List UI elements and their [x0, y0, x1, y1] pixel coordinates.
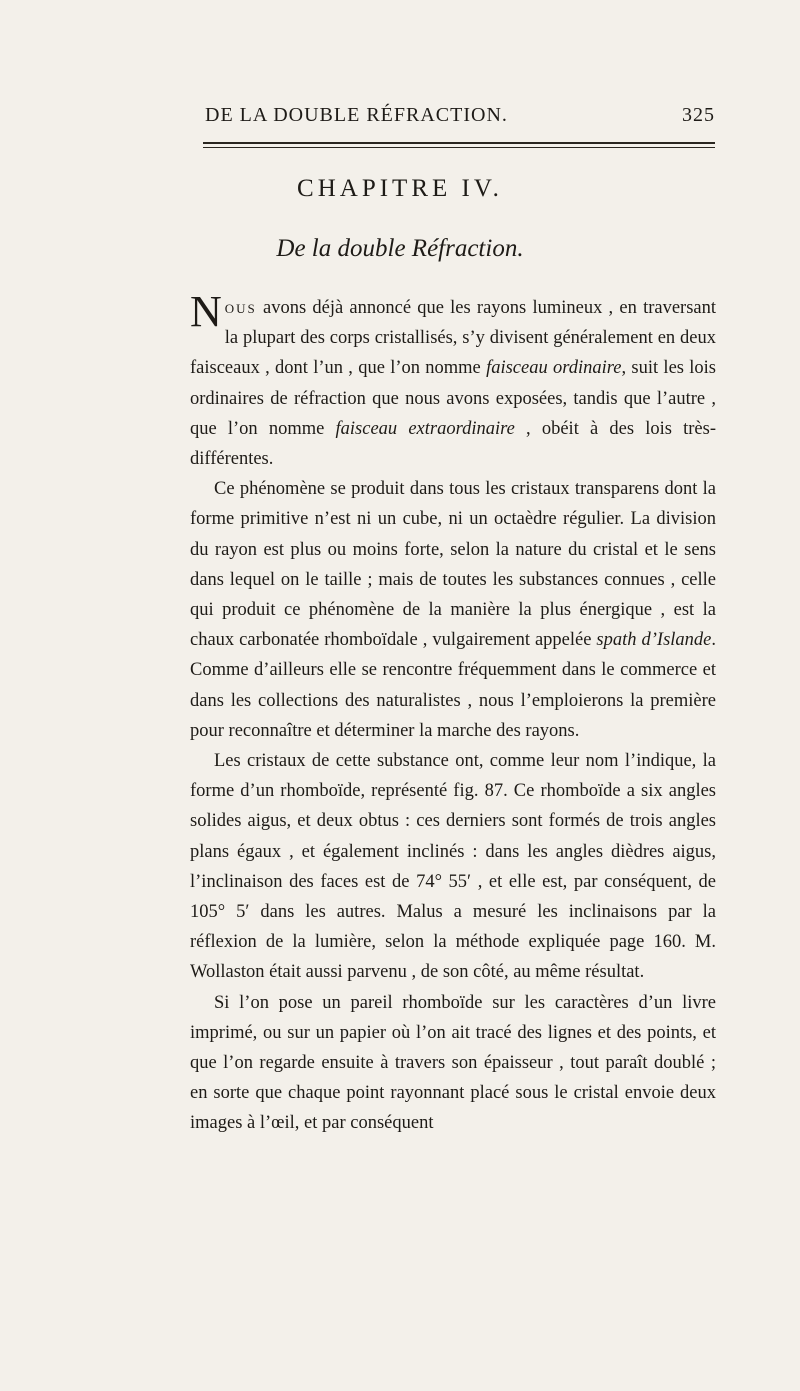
chapter-subtitle: De la double Réfraction.: [276, 235, 524, 262]
paragraph-text: , obéit à des lois très-différentes.: [190, 418, 716, 470]
italic-term: faisceau extraordinaire: [335, 418, 515, 439]
paragraph-3: Les cristaux de cette substance ont, comme leur nom l’indique, la forme d’un rhomboïde, représenté fig. 87. Ce rhomboïde a six angles solides aigus, et deux obtus : ces derniers sont formés de trois angles plans égaux , et également inclinés : dans les angles dièdres aigus, l’inclinaison des faces est de 74° 55′ , et elle est, par conséquent, de 105° 5′ dans les autres. Malus a mesuré les inclinaisons par la réflexion de la lumière, selon la méthode expliquée page 160. M. Wollaston était aussi parvenu , de son côté, au même résultat.: [190, 751, 716, 983]
paragraph-text: avons déjà annoncé que les rayons lumineux , en traversant la plupart des corps cristallisés, s’y divisent généralement en deux faisceaux , dont l’un , que l’on nomme: [190, 298, 716, 379]
drop-cap: N: [190, 287, 222, 336]
body-text: [190, 287, 716, 1139]
paragraph-4: Si l’on pose un pareil rhomboïde sur les caractères d’un livre imprimé, ou sur un papier où l’on ait tracé des lignes et des points, et que l’on regarde ensuite à travers son épaisseur , tout paraît doublé ; en sorte que chaque point rayonnant placé sous le cristal envoie deux images à l’œil, et par conséquent: [190, 992, 716, 1134]
paragraph-text: Ce phénomène se produit dans tous les cristaux transparens dont la forme primitive n’est ni un cube, ni un octaèdre régulier. La division du rayon est plus ou moins forte, selon la nature du cristal et le sens dans lequel on le taille ; mais de toutes les substances connues , celle qui produit ce phénomène de la manière la plus énergique , est la chaux carbonatée rhomboïdale , vulgairement appelée: [190, 479, 716, 651]
header-rule: [203, 142, 715, 144]
paragraph-1: [190, 287, 716, 474]
header-rule-thin: [203, 147, 715, 148]
paragraph-text: , suit les lois ordinaires de réfraction que nous avons exposées, tandis que l’autre , que l’on nomme: [190, 358, 716, 439]
paragraph-text: . Comme d’ailleurs elle se rencontre fréquemment dans le commerce et dans les collections des naturalistes , nous l’emploierons la première pour reconnaître et déterminer la marche des rayons.: [190, 630, 716, 741]
page-number: 325: [682, 104, 715, 126]
paragraph-2: [190, 474, 716, 746]
italic-term: faisceau ordinaire: [486, 358, 622, 379]
chapter-heading: CHAPITRE IV.: [297, 175, 503, 202]
running-title: DE LA DOUBLE RÉFRACTION.: [205, 104, 508, 126]
italic-term: spath d’Islande: [596, 630, 712, 651]
paragraph-lead: ous: [224, 298, 257, 318]
